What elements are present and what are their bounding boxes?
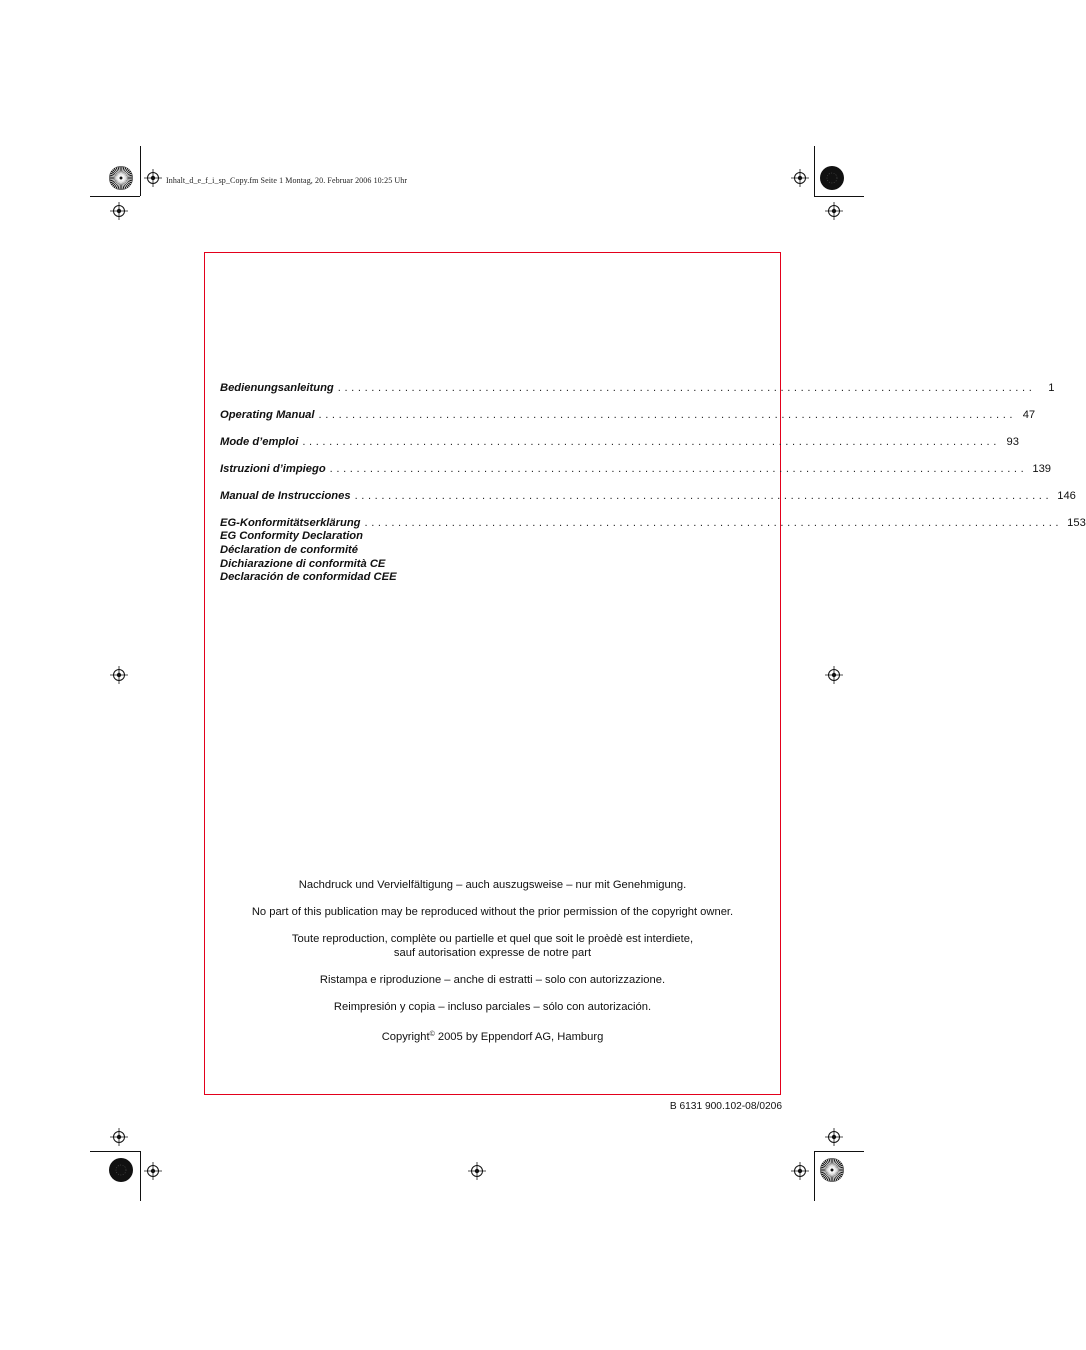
toc-subtitle: Déclaration de conformité — [220, 543, 359, 556]
toc-leader-dots: ........................................................................................................ — [354, 490, 1053, 502]
registration-mark-icon — [144, 1162, 162, 1180]
registration-mark-icon — [825, 666, 843, 684]
crop-mark — [814, 1151, 815, 1201]
toc-entry-title: Istruzioni d’impiego — [220, 463, 326, 475]
toc-subtitle: Declaración de conformidad CEE — [220, 571, 397, 584]
notice-fr-line2: sauf autorisation expresse de notre part — [393, 946, 592, 959]
toc-subtitles — [220, 530, 766, 585]
toc-leader-dots: ........................................................................................................ — [329, 463, 1028, 475]
registration-mark-icon — [825, 1128, 843, 1146]
toc-leader-dots: ........................................................................................................ — [302, 436, 1000, 448]
document-number: B 6131 900.102-08/0206 — [669, 1101, 782, 1112]
copyright-line — [204, 1028, 781, 1045]
registration-mark-icon — [825, 202, 843, 220]
toc-entry[interactable] — [220, 409, 1036, 436]
toc-entry[interactable] — [220, 463, 1052, 490]
toc-leader-dots: ........................................................................................................ — [318, 409, 1017, 421]
registration-mark-icon — [791, 1162, 809, 1180]
star-target-icon — [820, 1158, 844, 1182]
toc-entry-page: 93 — [1006, 436, 1019, 448]
crop-mark — [90, 1151, 140, 1152]
copyright-holder: 2005 by Eppendorf AG, Hamburg — [434, 1031, 604, 1044]
toc-entry-page: 139 — [1032, 463, 1052, 475]
copyright-word: Copyright — [381, 1031, 430, 1044]
toc-entry[interactable] — [220, 382, 1055, 409]
registration-mark-icon — [110, 666, 128, 684]
copyright-symbol: © — [429, 1031, 435, 1039]
toc-entry-title: Manual de Instrucciones — [220, 490, 351, 502]
toc-entry-page: 153 — [1067, 517, 1086, 529]
toc-entry-page: 1 — [1048, 382, 1055, 394]
notice-it: Ristampa e riproduzione – anche di estratti – solo con autorizzazione. — [319, 973, 666, 986]
notice-es: Reimpresión y copia – incluso parciales – sólo con autorización. — [333, 1000, 652, 1013]
registration-mark-icon — [468, 1162, 486, 1180]
toc-subtitle: EG Conformity Declaration — [220, 530, 363, 542]
toc-entry-title: Mode d’emploi — [220, 436, 299, 448]
notice-fr — [204, 933, 781, 960]
registration-mark-icon — [144, 169, 162, 187]
notice-de: Nachdruck und Vervielfältigung – auch auszugsweise – nur mit Genehmigung. — [298, 879, 687, 891]
crop-mark — [140, 146, 141, 196]
crop-mark — [140, 1151, 141, 1201]
toc-entry-title: Operating Manual — [220, 409, 315, 421]
toc-entry-page: 146 — [1057, 490, 1076, 502]
toc-leader-dots: ........................................................................................................ — [364, 517, 1063, 529]
toc-entry-title: Bedienungsanleitung — [220, 382, 334, 394]
notice-fr-line1: Toute reproduction, complète ou partielle et quel que soit le proèdè est interdiete, — [291, 933, 694, 946]
star-target-icon — [109, 166, 133, 190]
crop-mark — [90, 196, 140, 197]
notice-en: No part of this publication may be reproduced without the prior permission of the copyright owner. — [251, 906, 734, 919]
toc-leader-dots: ........................................................................................................ — [337, 382, 1036, 394]
crop-mark — [814, 1151, 864, 1152]
registration-mark-icon — [791, 169, 809, 187]
crop-mark — [814, 196, 864, 197]
toc-entry-page: 47 — [1022, 409, 1036, 421]
toc-entry-title: EG-Konformitätserklärung — [220, 517, 361, 529]
solid-disc-icon — [820, 166, 844, 190]
registration-mark-icon — [110, 202, 128, 220]
crop-mark — [814, 146, 815, 196]
toc-entry[interactable] — [220, 436, 1019, 463]
registration-mark-icon — [110, 1128, 128, 1146]
toc-entry[interactable] — [220, 490, 1076, 517]
table-of-contents — [220, 382, 1086, 585]
print-slug-line: Inhalt_d_e_f_i_sp_Copy.fm Seite 1 Montag, 20. Februar 2006 10:25 Uhr — [166, 176, 408, 185]
solid-disc-icon — [109, 1158, 133, 1182]
toc-subtitle: Dichiarazione di conformità CE — [220, 557, 386, 570]
copyright-notice-block — [204, 879, 781, 1058]
